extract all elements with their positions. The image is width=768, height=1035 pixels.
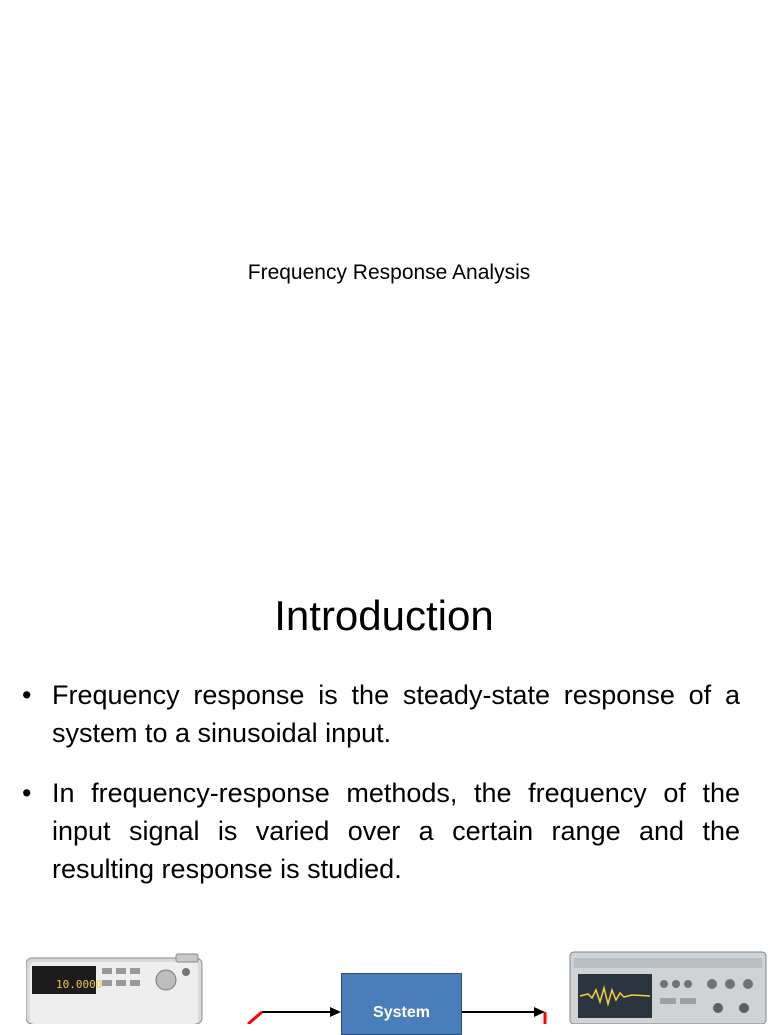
bullet-dot: • bbox=[22, 680, 32, 710]
system-block: System bbox=[341, 973, 462, 1035]
bullet-dot: • bbox=[22, 778, 32, 808]
bullet-item bbox=[20, 774, 740, 888]
input-signal-line bbox=[248, 1012, 262, 1024]
bullet-item bbox=[20, 676, 740, 752]
slide-heading: Introduction bbox=[274, 592, 494, 639]
bullet-text: Frequency response is the steady-state response of a system to a sinusoidal input. bbox=[52, 680, 740, 748]
output-arrow-head bbox=[534, 1007, 545, 1017]
bullet-list bbox=[20, 676, 740, 910]
slide-title: Frequency Response Analysis bbox=[247, 261, 531, 284]
input-arrow-head bbox=[330, 1007, 341, 1017]
generator-display: 10.0000 bbox=[56, 978, 103, 991]
bullet-text: In frequency-response methods, the frequency of the input signal is varied over a certain range and the resulting response is studied. bbox=[52, 778, 740, 884]
